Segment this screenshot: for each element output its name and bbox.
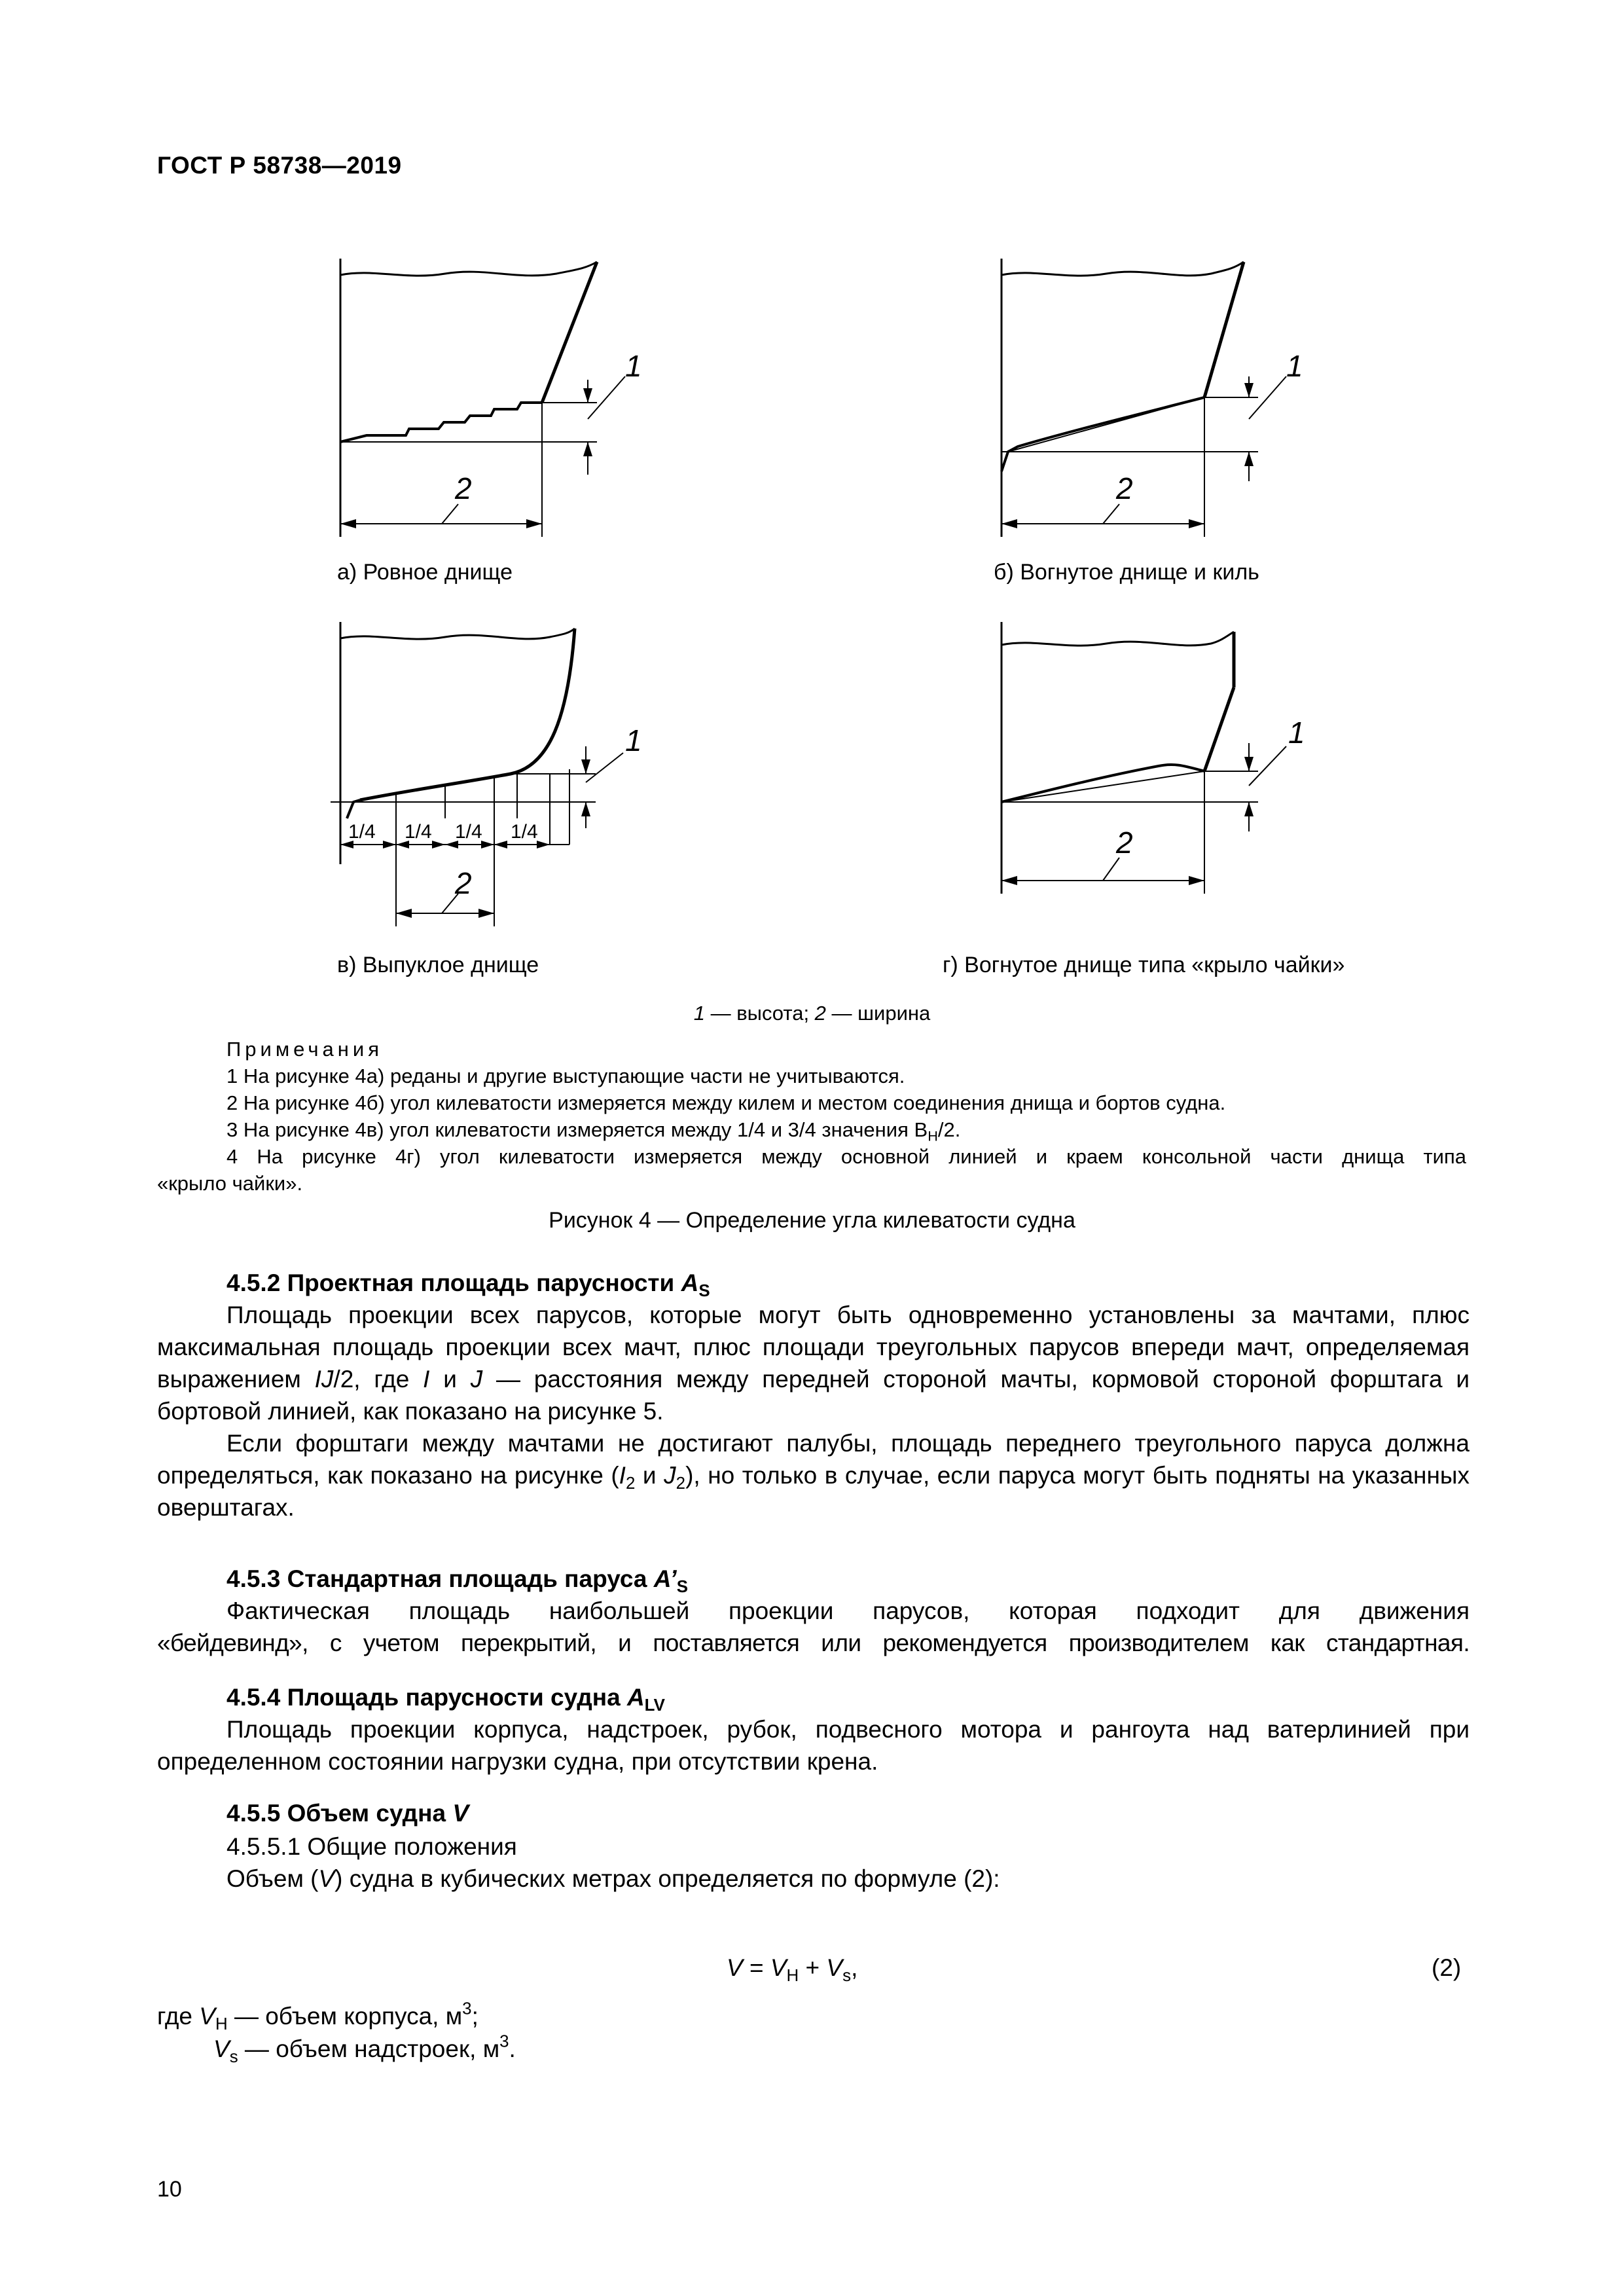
figure-d-caption: г) Вогнутое днище типа «крыло чайки» [943,953,1345,977]
figure-b [988,255,1355,550]
figure-b-caption: б) Вогнутое днище и киль [994,560,1259,585]
section-heading: 4.5.5 Объем судна V [226,1800,469,1827]
paragraph: Площадь проекции корпуса, надстроек, рубок, подвесного мотора и рангоута над ватерлинией при определенном состоянии нагрузки судна, при отсутствии крена. [157,1716,1470,1775]
note-item: 3 На рисунке 4в) угол килеватости измеряется между 1/4 и 3/4 значения $В_Н/2$. [226,1118,961,1144]
where-line: где $V_H$ — объем корпуса, $м^3$; [157,1999,478,2033]
figure-a-drawing [327,255,694,550]
subsection-title: 4.5.5.1 Общие положения [226,1833,517,1860]
section-heading: 4.5.2 Проектная площадь парусности $A_S$ [226,1269,710,1300]
figure-d-drawing [988,619,1355,913]
paragraph-line: «бейдевинд», с учетом перекрытий, и поставляется или рекомендуется производителем как стандартная. [157,1630,1470,1656]
quarter-1: 1/4 [348,821,376,843]
notes-title: Примечания [226,1038,383,1061]
figure-a [327,255,694,550]
where-clause [157,2000,516,2066]
formula-2: $V = V_H + V_s$, [727,1954,858,1985]
figure-a-label-1: 1 [625,349,642,383]
figure-c-label-1: 1 [625,723,642,757]
figure-c [321,619,687,939]
formula-number: (2) [1432,1954,1462,1981]
section-4-5-4 [157,1681,1470,1777]
figure-d-label-2: 2 [1116,826,1133,860]
note-item: 2 На рисунке 4б) угол килеватости измеряется между килем и местом соединения днища и бортов судна. [226,1091,1226,1114]
paragraph: Объем (V) судна в кубических метрах определяется по формуле (2): [226,1865,1000,1892]
figure-d [988,619,1355,913]
section-heading: 4.5.4 Площадь парусности судна $A_{LV}$ [226,1684,665,1715]
figure-legend: 1 — высота; 2 — ширина [693,1002,931,1025]
page-number: 10 [157,2177,182,2202]
figure-a-label-2: 2 [455,471,472,505]
figure-b-label-1: 1 [1286,349,1303,383]
figure-b-drawing [988,255,1355,550]
section-heading: 4.5.3 Стандартная площадь паруса $A’_S$ [226,1565,688,1596]
figure-c-caption: в) Выпуклое днище [337,953,539,977]
note-item: 4 На рисунке 4г) угол килеватости измеряется между основной линией и краем консольной части днища типа [226,1145,1466,1168]
where-line: $V_s$ — объем надстроек, $м^3$. [213,2032,516,2066]
figure-a-caption: а) Ровное днище [337,560,513,585]
quarter-3: 1/4 [455,821,482,843]
section-4-5-2 [157,1267,1470,1523]
figure-c-label-2: 2 [455,866,472,900]
notes-block [157,1036,1466,1197]
document-header: ГОСТ Р 58738—2019 [157,152,402,179]
section-4-5-3 [157,1563,1470,1659]
paragraph: Если форштаги между мачтами не достигают палубы, площадь переднего треугольного паруса должна определяться, как показано на рисунке ($I_2$ и $J_2$), но только в случае, если паруса могут быть подняты на указанных оверштагах. [157,1430,1470,1521]
figure-b-label-2: 2 [1116,471,1133,505]
note-item-continued: «крыло чайки». [157,1172,303,1195]
section-4-5-5 [157,1797,1470,1895]
note-item: 1 На рисунке 4а) реданы и другие выступающие части не учитываются. [226,1065,905,1087]
quarter-4: 1/4 [511,821,538,843]
figure-d-label-1: 1 [1288,716,1305,750]
quarter-2: 1/4 [405,821,432,843]
figure-c-drawing [321,619,687,939]
paragraph: Площадь проекции всех парусов, которые могут быть одновременно установлены за мачтами, плюс максимальная площадь проекции всех мачт, плюс площади треугольных парусов впереди мачт, определяемая выражением IJ/2, где I и J — расстояния между передней стороной мачты, кормовой стороной форштага и бортовой линией, как показано на рисунке 5. [157,1302,1470,1425]
paragraph-line: Фактическая площадь наибольшей проекции парусов, которая подходит для движения [226,1597,1470,1624]
figure-caption: Рисунок 4 — Определение угла килеватости судна [549,1208,1075,1233]
